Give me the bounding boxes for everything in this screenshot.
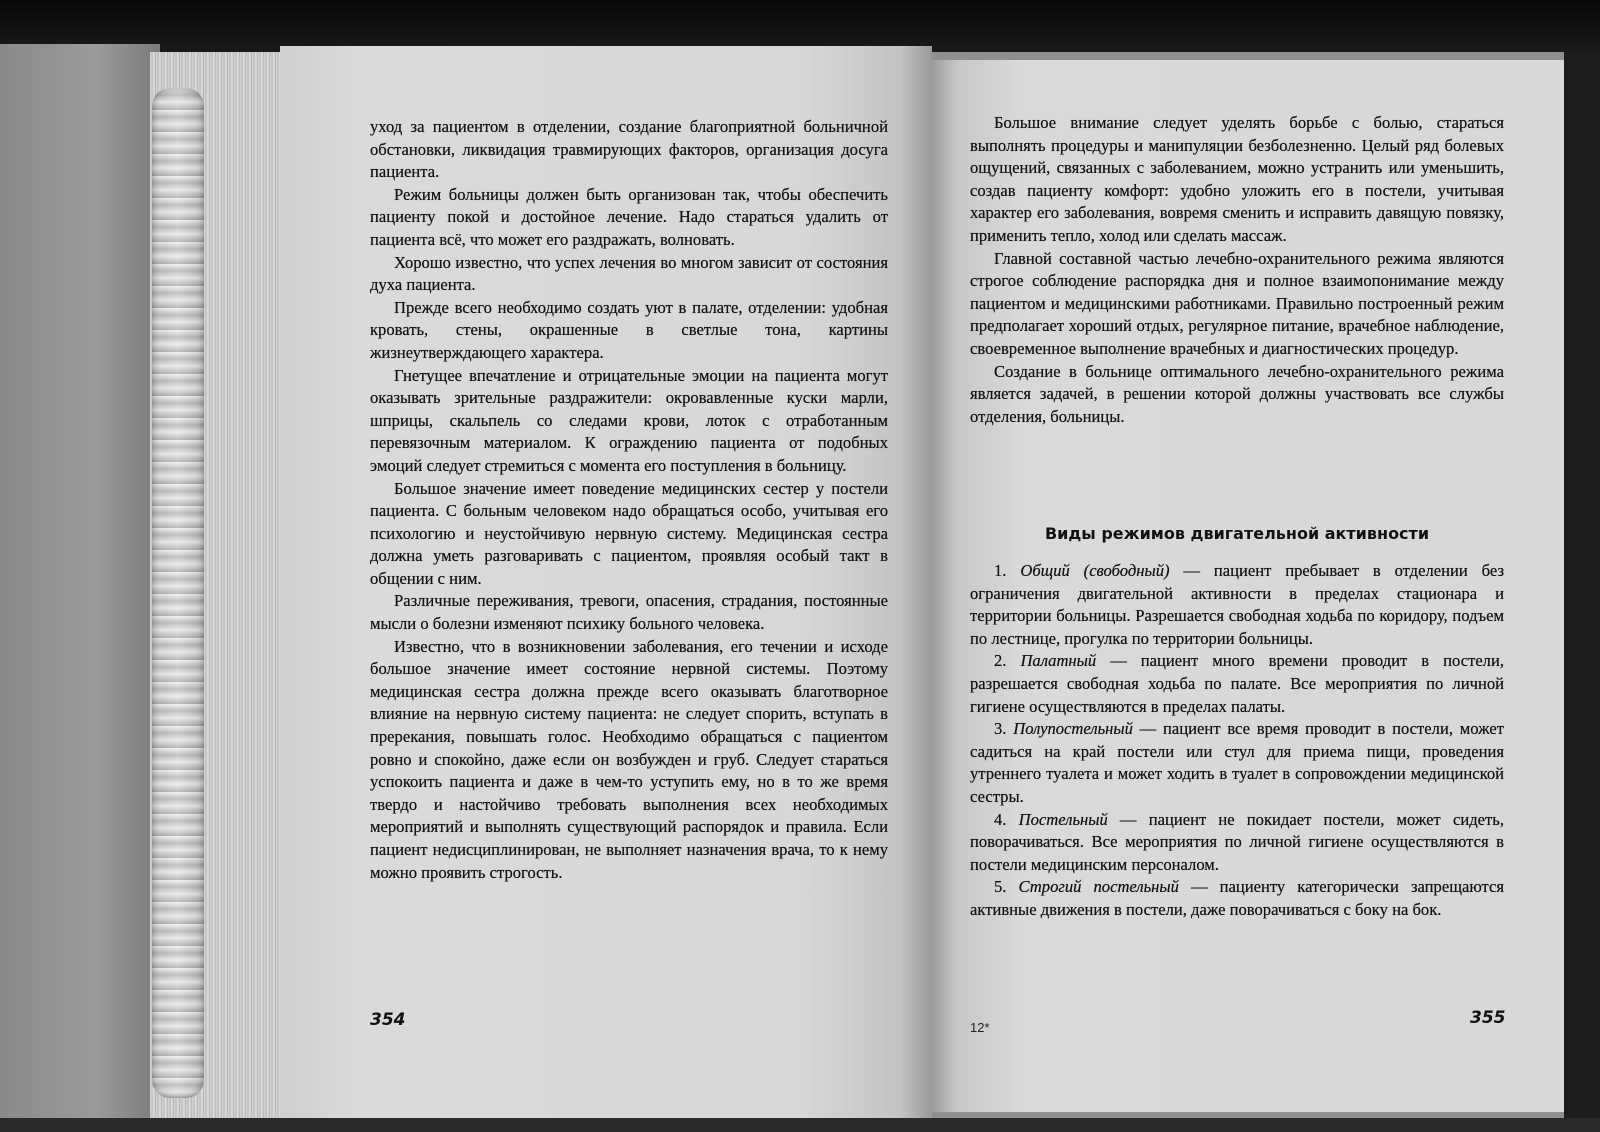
list-item-term: Постельный <box>1018 809 1108 829</box>
left-page-text <box>370 116 888 884</box>
right-page-text <box>970 112 1504 428</box>
list-item-text: — пациент все время проводит в постели, может садиться на край постели или стул для приема пищи, проведения утреннего туалета и может ходить в туалет в сопровождении медицинской сестры. <box>970 719 1504 806</box>
section-heading: Виды режимов двигательной активности <box>1044 524 1430 543</box>
list-item-text: — пациент пребывает в отделении без ограничения двигательной активности в пределах стационара и территории больницы. Разрешается свободная ходьба по коридору, подъем по лестнице, прогулка по территории больницы. <box>970 561 1504 648</box>
paragraph: Различные переживания, тревоги, опасения, страдания, постоянные мысли о болезни изменяют психику больного человека. <box>370 591 888 634</box>
list-item <box>970 718 1504 808</box>
paragraph: Большое внимание следует уделять борьбе с болью, стараться выполнять процедуры и манипуляции безболезненно. Целый ряд болевых ощущений, связанных с заболеванием, можно устранить или уменьшить, создав пациенту комфорт: удобно уложить его в постели, учитывая характер его заболевания, вовремя сменить и исправить давящую повязку, применить тепло, холод или сделать массаж. <box>970 113 1504 245</box>
list-item-number: 1. <box>994 561 1007 580</box>
regime-list <box>970 560 1504 922</box>
paragraph: Режим больницы должен быть организован так, чтобы обеспечить пациенту покой и достойное лечение. Надо стараться удалить от пациента всё, что может его раздражать, волновать. <box>370 184 888 249</box>
signature-mark: 12* <box>970 1020 990 1035</box>
book-spine-strip <box>152 88 204 1098</box>
list-item-term: Строгий постельный <box>1018 877 1179 897</box>
right-background <box>1564 52 1600 1132</box>
paragraph: Хорошо известно, что успех лечения во многом зависит от состояния духа пациента. <box>370 252 888 295</box>
bottom-background <box>0 1118 1600 1132</box>
list-item <box>970 809 1504 877</box>
list-item-number: 3. <box>994 719 1007 739</box>
list-item-term: Палатный <box>1020 651 1097 671</box>
list-item-term: Общий (свободный) <box>1020 561 1170 580</box>
page-number-right: 355 <box>1470 1008 1506 1028</box>
paragraph: Известно, что в возникновении заболевания, его течении и исходе большое значение имеет состояние нервной системы. Поэтому медицинская сестра должна прежде всего оказывать благотворное влияние на нервную систему пациента: не следует спорить, вступать в пререкания, повышать голос. Необходимо обращаться с пациентом ровно и спокойно, даже если он возбужден и груб. Следует стараться успокоить пациента и даже в чем-то уступить ему, но в то же время твердо и настойчиво требовать выполнения всех необходимых мероприятий и выполнять существующий распорядок и правила. Если пациент недисциплинирован, не выполняет назначения врача, то к нему можно проявить строгость. <box>370 636 888 882</box>
paragraph: уход за пациентом в отделении, создание благоприятной больничной обстановки, ликвидация травмирующих факторов, организация досуга пациента. <box>370 117 888 182</box>
list-item-text: — пациенту категорически запрещаются активные движения в постели, даже поворачиваться с боку на бок. <box>970 877 1504 919</box>
paragraph: Большое значение имеет поведение медицинских сестер у постели пациента. С больным человеком надо обращаться особо, учитывая его психологию и неустойчивую нервную систему. Медицинская сестра должна уметь разговаривать с пациентом, проявляя особый такт в общении с ним. <box>370 478 888 588</box>
list-item-text: — пациент не покидает постели, может сидеть, поворачиваться. Все мероприятия по личной гигиене осуществляются в постели медицинским персоналом. <box>970 809 1504 874</box>
top-background <box>0 0 1600 52</box>
list-item <box>970 560 1504 650</box>
list-item <box>970 876 1504 921</box>
paragraph: Прежде всего необходимо создать уют в палате, отделении: удобная кровать, стены, окрашенные в светлые тона, картины жизнеутверждающего характера. <box>370 297 888 362</box>
page-number-left: 354 <box>370 1010 406 1030</box>
paragraph: Главной составной частью лечебно-охранительного режима являются строгое соблюдение распорядка дня и полное взаимопонимание между пациентом и медицинскими работниками. Правильно построенный режим предполагает хороший отдых, регулярное питание, врачебное наблюдение, своевременное выполнение врачебных и диагностических процедур. <box>970 248 1504 358</box>
list-item-number: 4. <box>994 809 1007 829</box>
list-item-term: Полупостельный <box>1013 719 1133 739</box>
paragraph: Создание в больнице оптимального лечебно-охранительного режима является задачей, в решении которой должны участвовать все службы отделения, больницы. <box>970 361 1504 426</box>
paragraph: Гнетущее впечатление и отрицательные эмоции на пациента могут оказывать зрительные раздражители: окровавленные куски марли, шприцы, скальпель со следами крови, лоток с отработанным перевязочным материалом. К ограждению пациента от подобных эмоций следует стремиться с момента его поступления в больницу. <box>370 365 888 475</box>
left-background <box>0 44 160 1132</box>
list-item <box>970 650 1504 718</box>
list-item-number: 5. <box>994 877 1007 897</box>
list-item-number: 2. <box>994 651 1007 671</box>
list-item-text: — пациент много времени проводит в постели, разрешается свободная ходьба по палате. Все мероприятия по личной гигиене осуществляются в пределах палаты. <box>970 651 1504 716</box>
